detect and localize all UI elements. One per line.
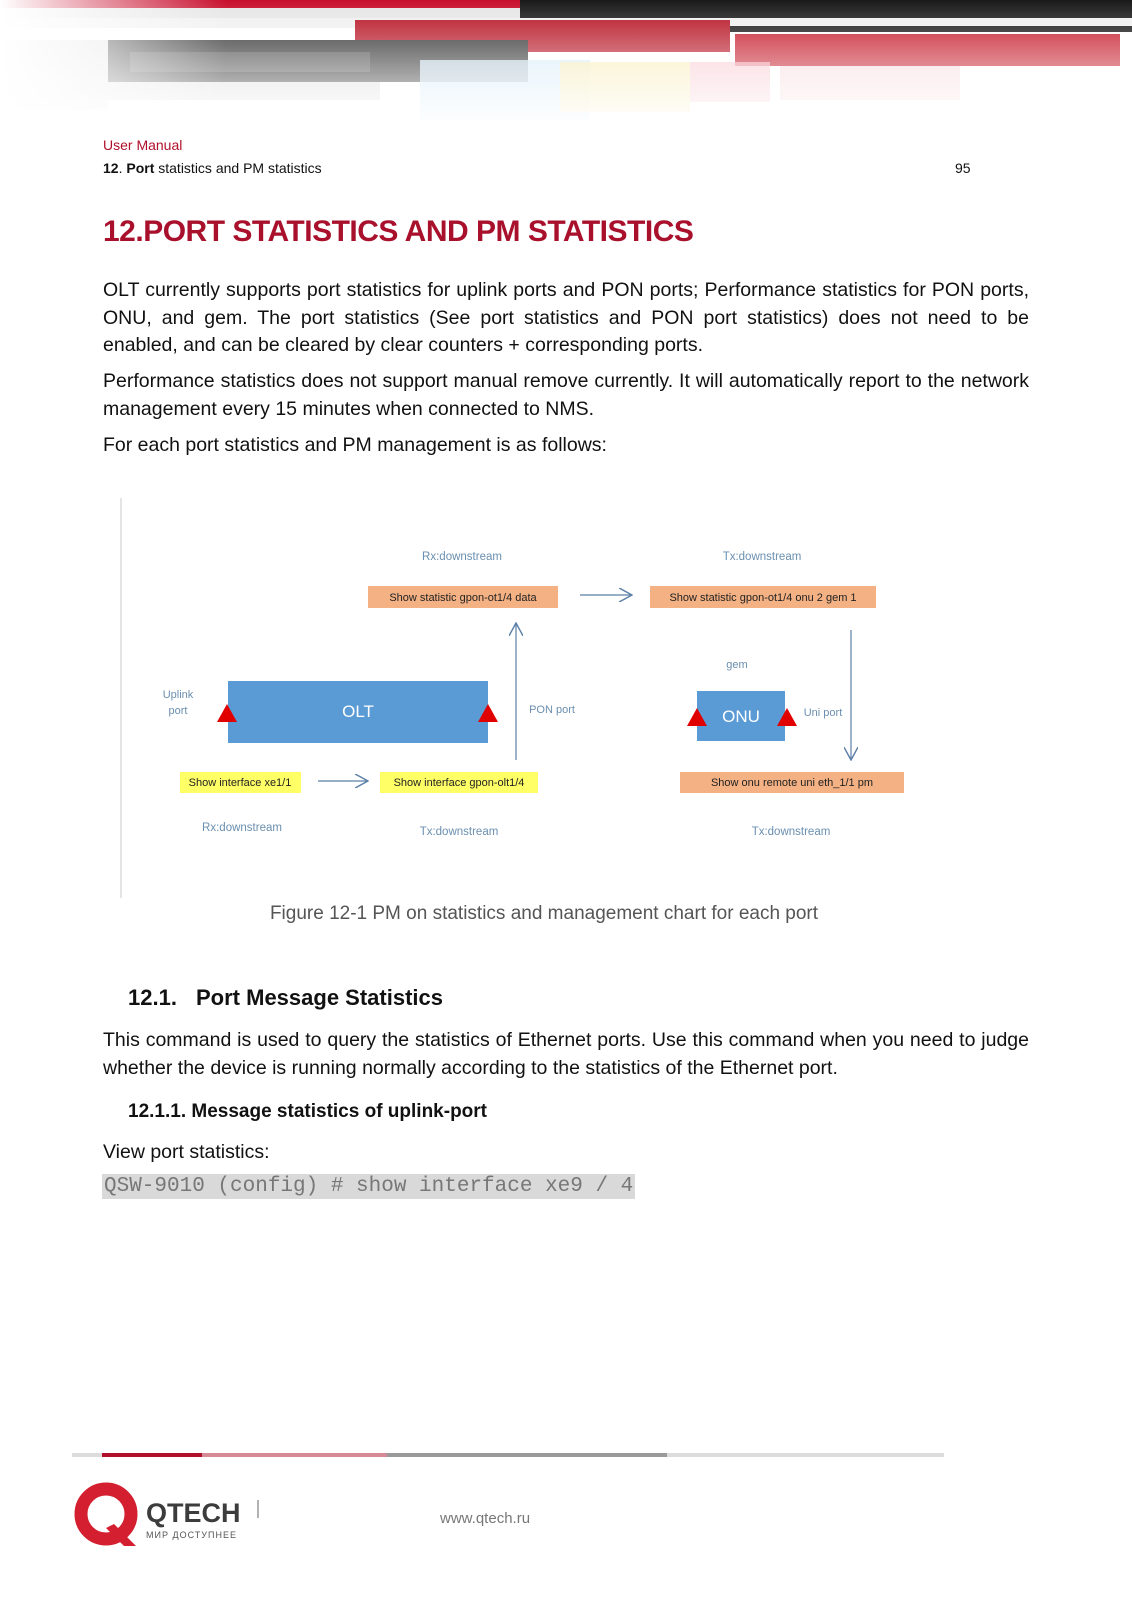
cmd-uni: Show onu remote uni eth_1/1 pm [710, 777, 874, 789]
section-paragraph: This command is used to query the statistics of Ethernet ports. Use this command when you need to judge whether the device is running normally according to the statistics of the Ethernet port. [103, 1029, 1029, 1079]
header-section-bold: Port [126, 160, 155, 176]
rx-top-label: Rx:downstream [422, 551, 502, 563]
header-section-rest: statistics and PM statistics [158, 160, 322, 176]
header-section-num: 12 [103, 160, 119, 176]
figure-caption [0, 903, 1132, 925]
cmd-onu-gem: Show statistic gpon-ot1/4 onu 2 gem 1 [669, 592, 857, 604]
chapter-heading: 12.PORT STATISTICS AND PM STATISTICS [103, 215, 694, 248]
tx-bottom-label-1: Tx:downstream [419, 826, 499, 838]
logo-q-ring [81, 1489, 131, 1539]
gem-label: gem [726, 659, 748, 671]
uplink-label-2: port [168, 705, 188, 717]
page-number: 95 [955, 160, 971, 176]
follows-paragraph: For each port statistics and PM management is as follows: [103, 434, 607, 456]
logo-text: QTECH [146, 1498, 241, 1528]
footer-divider [72, 1453, 944, 1457]
command-example: QSW-9010 (config) # show interface xe9 / 4 [104, 1175, 634, 1198]
cmd-xe: Show interface xe1/1 [188, 777, 292, 789]
header-section: 12. Port statistics and PM statistics [103, 160, 322, 176]
uni-port-label: Uni port [803, 707, 843, 719]
section-heading [128, 985, 443, 1011]
pon-port-label: PON port [529, 704, 575, 716]
port-statistics-diagram [120, 498, 940, 898]
onu-label: ONU [722, 707, 760, 726]
subsection-heading: 12.1.1. Message statistics of uplink-port [128, 1101, 487, 1122]
logo-tagline: МИР ДОСТУПНЕЕ [146, 1530, 237, 1540]
olt-label: OLT [342, 702, 374, 721]
section-heading-text: Port Message Statistics [196, 985, 443, 1010]
intro-paragraph: OLT currently supports port statistics for uplink ports and PON ports; Performance statistics for PON ports, ONU, and gem. The port statistics (See port statistics and PON port statistics) does not need to be enabled, and can be cleared by clear counters + corresponding ports. [103, 279, 1029, 356]
header-title: User Manual [103, 137, 183, 153]
footer-url[interactable]: www.qtech.ru [440, 1510, 531, 1527]
cmd-olt-data: Show statistic gpon-ot1/4 data [389, 592, 537, 604]
view-stats-paragraph: View port statistics: [103, 1141, 270, 1163]
header-banner [0, 0, 1132, 130]
qtech-logo [74, 1480, 274, 1550]
rx-bottom-label: Rx:downstream [202, 822, 282, 834]
tx-top-label: Tx:downstream [722, 551, 802, 563]
uplink-label-1: Uplink [162, 689, 194, 701]
pm-paragraph: Performance statistics does not support manual remove currently. It will automatically report to the network management every 15 minutes when connected to NMS. [103, 370, 1029, 420]
section-heading-number: 12.1. [128, 985, 177, 1010]
tx-bottom-label-2: Tx:downstream [751, 826, 831, 838]
figure-caption-text: Figure 12-1 PM on statistics and management chart for each port [269, 903, 819, 924]
cmd-gpon: Show interface gpon-olt1/4 [393, 777, 525, 789]
